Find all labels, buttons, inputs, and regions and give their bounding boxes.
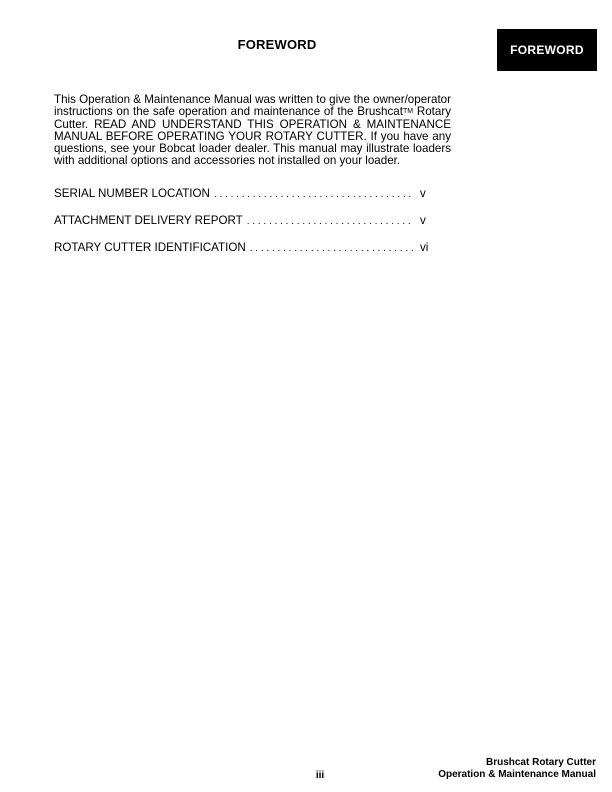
toc-dot-leader: [214, 189, 414, 200]
trademark-symbol: TM: [402, 108, 414, 116]
toc-dot-leader: [250, 243, 414, 254]
intro-text-end: Rotary Cutter. READ AND UNDERSTAND THIS OPERATION & MAINTENANCE MANUAL BEFORE OPERATING YOUR ROTARY CUTTER. If you have any questions, see your Bobcat loader dealer. This manual may illustrate loaders with additional options and accessories not installed on your loader.: [54, 105, 451, 168]
toc-entry-delivery-report[interactable]: [54, 214, 434, 227]
toc-entry-page: vi: [420, 241, 429, 254]
table-of-contents: [54, 187, 434, 268]
section-tab: FOREWORD: [497, 29, 597, 71]
toc-entry-page: v: [420, 187, 426, 200]
footer-line-manual: Operation & Maintenance Manual: [438, 768, 596, 780]
intro-text-start: This Operation & Maintenance Manual was written to give the owner/operator instructions on the safe operation and maintenance of the Brushcat: [54, 93, 451, 119]
toc-entry-serial-number[interactable]: [54, 187, 434, 200]
toc-entry-identification[interactable]: [54, 241, 434, 254]
footer-line-product: Brushcat Rotary Cutter: [485, 757, 596, 768]
intro-paragraph: [54, 94, 451, 168]
page-title: FOREWORD: [237, 37, 317, 52]
footer-manual-title: [438, 757, 596, 780]
toc-entry-title: SERIAL NUMBER LOCATION: [54, 187, 210, 200]
toc-entry-page: v: [420, 214, 426, 227]
toc-dot-leader: [247, 216, 414, 227]
page-number: iii: [315, 770, 325, 781]
toc-entry-title: ROTARY CUTTER IDENTIFICATION: [54, 241, 246, 254]
toc-entry-title: ATTACHMENT DELIVERY REPORT: [54, 214, 243, 227]
